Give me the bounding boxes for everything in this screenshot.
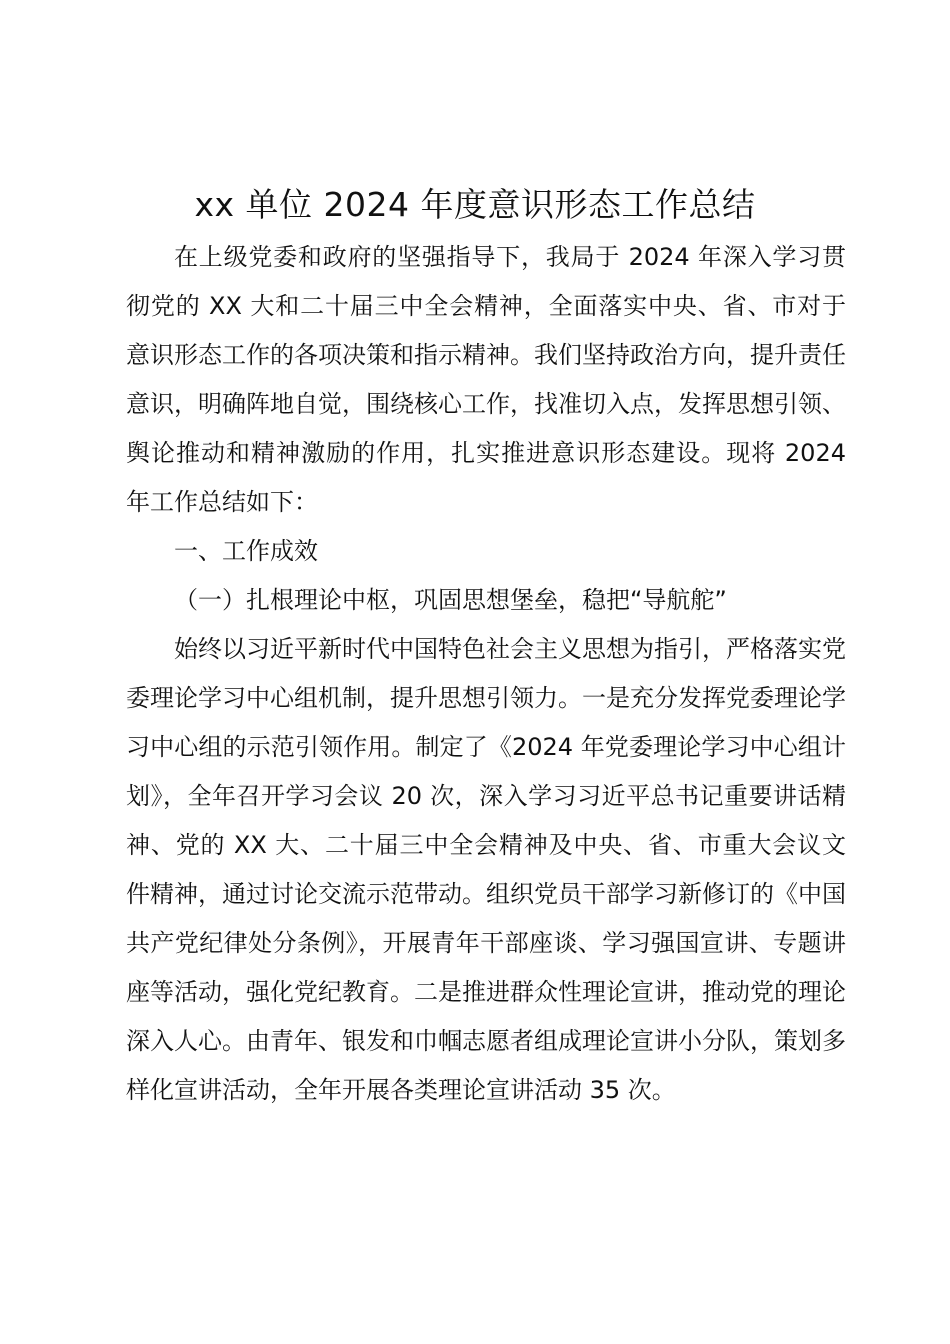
intro-paragraph: 在上级党委和政府的坚强指导下，我局于 2024 年深入学习贯彻党的 XX 大和二十届三中全会精神，全面落实中央、省、市对于意识形态工作的各项决策和指示精神。我们坚持政治方向，提升责任意识，明确阵地自觉，围绕核心工作，找准切入点，发挥思想引领、舆论推动和精神激励的作用，扎实推进意识形态建设。现将 2024 年工作总结如下： xyxy=(126,243,846,516)
document-title: xx 单位 2024 年度意识形态工作总结 xyxy=(194,185,756,224)
subsection-paragraph: 始终以习近平新时代中国特色社会主义思想为指引，严格落实党委理论学习中心组机制，提升思想引领力。一是充分发挥党委理论学习中心组的示范引领作用。制定了《2024 年党委理论学习中心组计划》，全年召开学习会议 20 次，深入学习习近平总书记重要讲话精神、党的 XX 大、二十届三中全会精神及中央、省、市重大会议文件精神，通过讨论交流示范带动。组织党员干部学习新修订的《中国共产党纪律处分条例》，开展青年干部座谈、学习强国宣讲、专题讲座等活动，强化党纪教育。二是推进群众性理论宣讲，推动党的理论深入人心。由青年、银发和巾帼志愿者组成理论宣讲小分队，策划多样化宣讲活动，全年开展各类理论宣讲活动 35 次。 xyxy=(126,635,846,1104)
subsection-heading: （一）扎根理论中枢，巩固思想堡垒，稳把“导航舵” xyxy=(174,586,727,614)
document-body xyxy=(126,233,846,1115)
section-heading: 一、工作成效 xyxy=(174,537,318,565)
